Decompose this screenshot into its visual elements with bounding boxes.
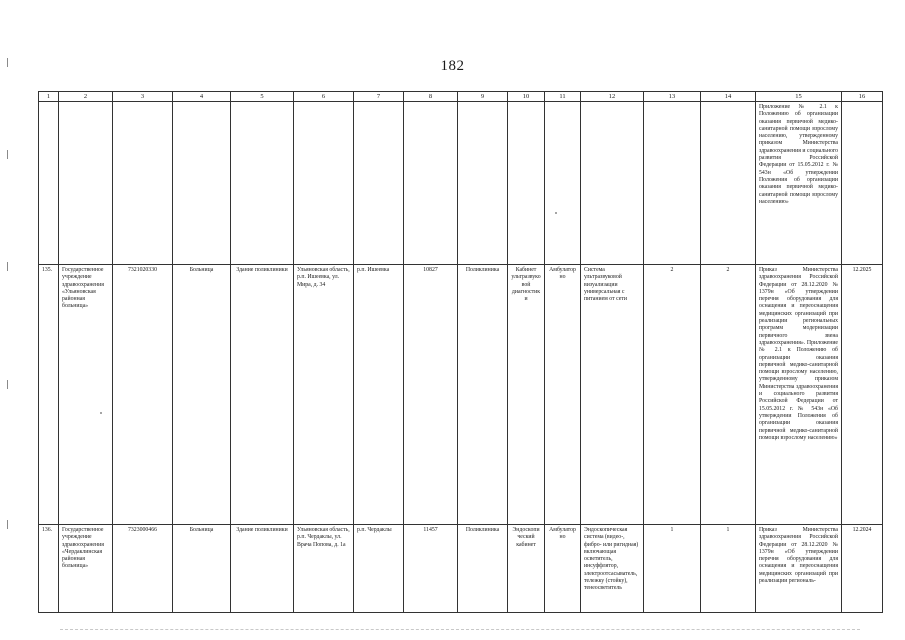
table-cell (173, 102, 231, 265)
table-row (39, 265, 883, 525)
quantity-planned: 2 (701, 265, 756, 525)
table-cell (842, 102, 883, 265)
equipment: Эндоскопическая система (видео-, фибро- или ригидная) включающая осветитель, инсуффлятор, электроотсасыватель, тележку (стойку), тенеосветитель (581, 525, 644, 613)
col-header: 14 (701, 92, 756, 102)
inn-code: 7323000466 (113, 525, 173, 613)
settlement: р.п. Ишеевка (354, 265, 404, 525)
address: Ульяновская область, р.п. Ишеевка, ул. Мира, д. 34 (294, 265, 354, 525)
deadline: 12.2024 (842, 525, 883, 613)
col-header: 16 (842, 92, 883, 102)
table-cell (701, 102, 756, 265)
care-form: Амбулаторно (545, 265, 581, 525)
margin-tick (7, 150, 8, 159)
organization-type: Больница (173, 265, 231, 525)
table-cell (59, 102, 113, 265)
quantity-required: 2 (644, 265, 701, 525)
unit: Поликлиника (458, 525, 508, 613)
population: 11457 (404, 525, 458, 613)
table-cell (404, 102, 458, 265)
legal-basis-cell: Приказ Министерства здравоохранения Российской Федерации от 28.12.2020 № 1379н «Об утверждении перечня оборудования для оснащения и переоснащения медицинских организаций при реализации региональ- (756, 525, 842, 613)
col-header: 5 (231, 92, 294, 102)
margin-tick (7, 58, 8, 67)
col-header: 11 (545, 92, 581, 102)
table-row (39, 525, 883, 613)
table-row-continuation (39, 102, 883, 265)
col-header: 8 (404, 92, 458, 102)
col-header: 2 (59, 92, 113, 102)
settlement: р.п. Чердаклы (354, 525, 404, 613)
col-header: 15 (756, 92, 842, 102)
col-header: 12 (581, 92, 644, 102)
col-header: 13 (644, 92, 701, 102)
margin-tick (7, 380, 8, 389)
table-cell (113, 102, 173, 265)
table-cell (644, 102, 701, 265)
row-number: 136. (39, 525, 59, 613)
table-cell (39, 102, 59, 265)
cabinet: Кабинет ультразвуковой диагностики (508, 265, 545, 525)
organization-name: Государственное учреждение здравоохранения «Чердаклинская районная больница» (59, 525, 113, 613)
care-form: Амбулаторно (545, 525, 581, 613)
building: Здание поликлиники (231, 525, 294, 613)
legal-basis-cell: Приказ Министерства здравоохранения Российской Федерации от 28.12.2020 № 1379н «Об утверждении перечня оборудования для оснащения и переоснащения медицинских организаций при реализации региональных программ модернизации первичного звена здравоохранения». Приложение № 2.1 к Положению об организации оказания первичной медико-санитарной помощи взрослому населению, утвержденному приказом Министерства здравоохранения и социального развития Российской Федерации от 15.05.2012 г. № 543н «Об утверждении Положения об организации оказания первичной медико-санитарной помощи взрослому населению» (756, 265, 842, 525)
col-header: 9 (458, 92, 508, 102)
table-cell (581, 102, 644, 265)
margin-tick (7, 262, 8, 271)
organization-type: Больница (173, 525, 231, 613)
page-number: 182 (440, 58, 465, 74)
col-header: 10 (508, 92, 545, 102)
organization-name: Государственное учреждение здравоохранения «Ульяновская районная больница» (59, 265, 113, 525)
legal-basis-cell: Приложение № 2.1 к Положению об организации оказания первичной медико-санитарной помощи взрослому населению, утвержденному приказом Министерства здравоохранения и социального развития Российской Федерации от 15.05.2012 г. № 543н «Об утверждении Положения об организации оказания первичной медико-санитарной помощи взрослому населению» (756, 102, 842, 265)
population: 10827 (404, 265, 458, 525)
col-header: 3 (113, 92, 173, 102)
table-cell (354, 102, 404, 265)
equipment: Система ультразвуковой визуализации универсальная с питанием от сети (581, 265, 644, 525)
column-number-row (39, 92, 883, 102)
col-header: 7 (354, 92, 404, 102)
address: Ульяновская область, р.п. Чердаклы, ул. Врача Попова, д. 1а (294, 525, 354, 613)
inn-code: 7321020330 (113, 265, 173, 525)
unit: Поликлиника (458, 265, 508, 525)
building: Здание поликлиники (231, 265, 294, 525)
table-cell (508, 102, 545, 265)
margin-tick (7, 520, 8, 529)
cabinet: Эндоскопический кабинет (508, 525, 545, 613)
row-number: 135. (39, 265, 59, 525)
table-cell (545, 102, 581, 265)
quantity-required: 1 (644, 525, 701, 613)
col-header: 1 (39, 92, 59, 102)
table-cell (294, 102, 354, 265)
col-header: 4 (173, 92, 231, 102)
deadline: 12.2025 (842, 265, 883, 525)
equipment-table (38, 91, 883, 613)
table-cell (458, 102, 508, 265)
col-header: 6 (294, 92, 354, 102)
bottom-scan-line (60, 629, 860, 631)
table-cell (231, 102, 294, 265)
quantity-planned: 1 (701, 525, 756, 613)
